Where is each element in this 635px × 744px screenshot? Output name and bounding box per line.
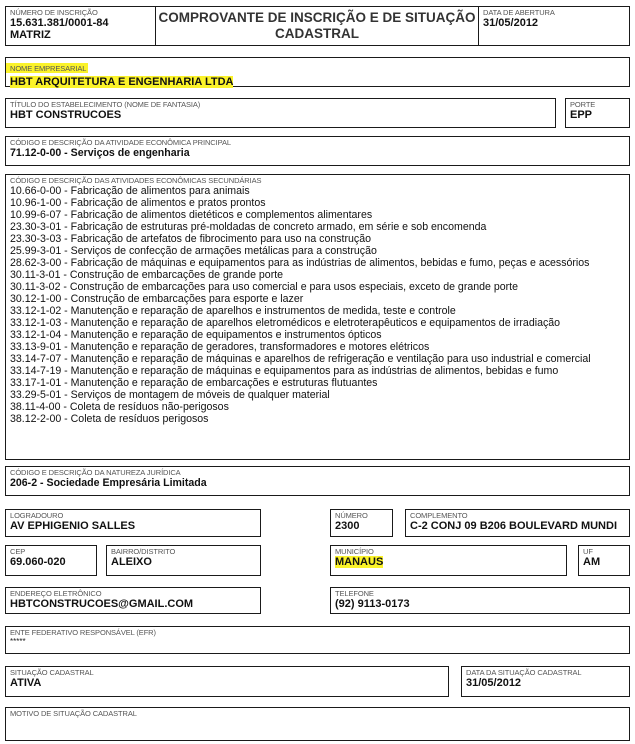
document-title-line2: CADASTRAL	[275, 26, 359, 41]
email-value: HBTCONSTRUCOES@GMAIL.COM	[10, 598, 194, 610]
atividade-secundaria-item: 38.12-2-00 - Coleta de resíduos perigosos	[10, 413, 209, 425]
atividade-secundaria-item: 33.14-7-19 - Manutenção e reparação de máquinas e equipamentos para as indústrias de alimentos, bebidas e fumo	[10, 365, 559, 377]
data-situacao-value: 31/05/2012	[466, 677, 522, 689]
porte-label: PORTE	[570, 100, 596, 109]
porte-box	[565, 98, 630, 128]
data-abertura-label: DATA DE ABERTURA	[483, 8, 555, 17]
atividades-secundarias-label: CÓDIGO E DESCRIÇÃO DAS ATIVIDADES ECONÔMICAS SECUNDÁRIAS	[10, 176, 262, 185]
numero-inscricao-label: NÚMERO DE INSCRIÇÃO	[10, 8, 98, 17]
municipio-text: MANAUS	[335, 556, 384, 568]
atividade-principal-value: 71.12-0-00 - Serviços de engenharia	[10, 147, 190, 159]
motivo-box	[5, 707, 630, 741]
nome-empresarial-label: NOME EMPRESARIAL	[6, 63, 88, 73]
numero-label: NÚMERO	[335, 511, 368, 520]
email-box	[5, 587, 261, 614]
atividade-secundaria-item: 33.17-1-01 - Manutenção e reparação de embarcações e estruturas flutuantes	[10, 377, 378, 389]
situacao-label: SITUAÇÃO CADASTRAL	[10, 668, 94, 677]
natureza-juridica-value: 206-2 - Sociedade Empresária Limitada	[10, 477, 207, 489]
situacao-value: ATIVA	[10, 677, 42, 689]
atividade-secundaria-item: 33.29-5-01 - Serviços de montagem de móveis de qualquer material	[10, 389, 330, 401]
efr-value: *****	[10, 637, 26, 646]
bairro-box	[106, 545, 261, 576]
titulo-estabelecimento-label: TÍTULO DO ESTABELECIMENTO (NOME DE FANTASIA)	[10, 100, 201, 109]
logradouro-value: AV EPHIGENIO SALLES	[10, 520, 136, 532]
atividade-secundaria-item: 33.12-1-03 - Manutenção e reparação de aparelhos eletromédicos e eletroterapêuticos e equipamentos de irradiação	[10, 317, 561, 329]
uf-value: AM	[583, 556, 601, 568]
complemento-box	[405, 509, 630, 537]
atividades-secundarias-box	[5, 174, 630, 460]
municipio-label: MUNICÍPIO	[335, 547, 374, 556]
data-situacao-label: DATA DA SITUAÇÃO CADASTRAL	[466, 668, 582, 677]
cep-label: CEP	[10, 547, 26, 556]
atividade-secundaria-item: 33.13-9-01 - Manutenção e reparação de geradores, transformadores e motores elétricos	[10, 341, 430, 353]
numero-box	[330, 509, 393, 537]
titulo-estabelecimento-box	[5, 98, 556, 128]
telefone-label: TELEFONE	[335, 589, 374, 598]
numero-value: 2300	[335, 520, 360, 532]
data-abertura-value: 31/05/2012	[483, 17, 539, 29]
data-situacao-box	[461, 666, 630, 697]
complemento-label: COMPLEMENTO	[410, 511, 468, 520]
numero-inscricao-box	[5, 6, 156, 46]
titulo-estabelecimento-value: HBT CONSTRUCOES	[10, 109, 122, 121]
atividade-secundaria-item: 25.99-3-01 - Serviços de confecção de armações metálicas para a construção	[10, 245, 377, 257]
numero-inscricao-value: 15.631.381/0001-84	[10, 17, 109, 29]
telefone-box	[330, 587, 630, 614]
logradouro-box	[5, 509, 261, 537]
atividade-secundaria-item: 30.11-3-01 - Construção de embarcações de grande porte	[10, 269, 284, 281]
atividade-principal-box	[5, 136, 630, 166]
nome-empresarial-text: HBT ARQUITETURA E ENGENHARIA LTDA	[10, 76, 234, 88]
atividades-secundarias-list	[6, 185, 629, 425]
document-title	[156, 10, 478, 42]
atividade-secundaria-item: 23.30-3-03 - Fabricação de artefatos de fibrocimento para uso na construção	[10, 233, 371, 245]
municipio-value	[331, 556, 566, 568]
atividade-secundaria-item: 28.62-3-00 - Fabricação de máquinas e equipamentos para as indústrias de alimentos, bebidas e fumo, peças e acessórios	[10, 257, 590, 269]
atividade-secundaria-item: 30.12-1-00 - Construção de embarcações para esporte e lazer	[10, 293, 304, 305]
complemento-value: C-2 CONJ 09 B206 BOULEVARD MUNDI	[410, 520, 618, 532]
document-title-line1: COMPROVANTE DE INSCRIÇÃO E DE SITUAÇÃO	[158, 10, 476, 25]
data-abertura-box	[478, 6, 630, 46]
cep-value: 69.060-020	[10, 556, 66, 568]
motivo-label: MOTIVO DE SITUAÇÃO CADASTRAL	[10, 709, 137, 718]
atividade-secundaria-item: 10.66-0-00 - Fabricação de alimentos para animais	[10, 185, 250, 197]
bairro-value: ALEIXO	[111, 556, 152, 568]
efr-label: ENTE FEDERATIVO RESPONSÁVEL (EFR)	[10, 628, 156, 637]
uf-box	[578, 545, 630, 576]
nome-empresarial-box	[5, 57, 630, 87]
cep-box	[5, 545, 97, 576]
efr-box	[5, 626, 630, 654]
document-title-box	[155, 6, 479, 46]
natureza-juridica-label: CÓDIGO E DESCRIÇÃO DA NATUREZA JURÍDICA	[10, 468, 181, 477]
situacao-box	[5, 666, 449, 697]
atividade-secundaria-item: 10.99-6-07 - Fabricação de alimentos dietéticos e complementos alimentares	[10, 209, 373, 221]
logradouro-label: LOGRADOURO	[10, 511, 64, 520]
uf-label: UF	[583, 547, 593, 556]
telefone-value: (92) 9113-0173	[335, 598, 410, 610]
municipio-box	[330, 545, 567, 576]
atividade-secundaria-item: 38.11-4-00 - Coleta de resíduos não-perigosos	[10, 401, 229, 413]
porte-value: EPP	[570, 109, 593, 121]
email-label: ENDEREÇO ELETRÔNICO	[10, 589, 102, 598]
atividade-secundaria-item: 30.11-3-02 - Construção de embarcações para uso comercial e para usos especiais, exceto de grande porte	[10, 281, 519, 293]
atividade-secundaria-item: 10.96-1-00 - Fabricação de alimentos e pratos prontos	[10, 197, 266, 209]
nome-empresarial-value	[6, 76, 629, 88]
atividade-secundaria-item: 23.30-3-01 - Fabricação de estruturas pré-moldadas de concreto armado, em série e sob encomenda	[10, 221, 487, 233]
atividade-secundaria-item: 33.12-1-04 - Manutenção e reparação de equipamentos e instrumentos ópticos	[10, 329, 382, 341]
atividade-secundaria-item: 33.14-7-07 - Manutenção e reparação de máquinas e aparelhos de refrigeração e ventilação para uso industrial e comercial	[10, 353, 591, 365]
tipo-estabelecimento: MATRIZ	[10, 29, 51, 41]
atividade-secundaria-item: 33.12-1-02 - Manutenção e reparação de aparelhos e instrumentos de medida, teste e controle	[10, 305, 456, 317]
atividade-principal-label: CÓDIGO E DESCRIÇÃO DA ATIVIDADE ECONÔMICA PRINCIPAL	[10, 138, 231, 147]
natureza-juridica-box	[5, 466, 630, 496]
bairro-label: BAIRRO/DISTRITO	[111, 547, 176, 556]
